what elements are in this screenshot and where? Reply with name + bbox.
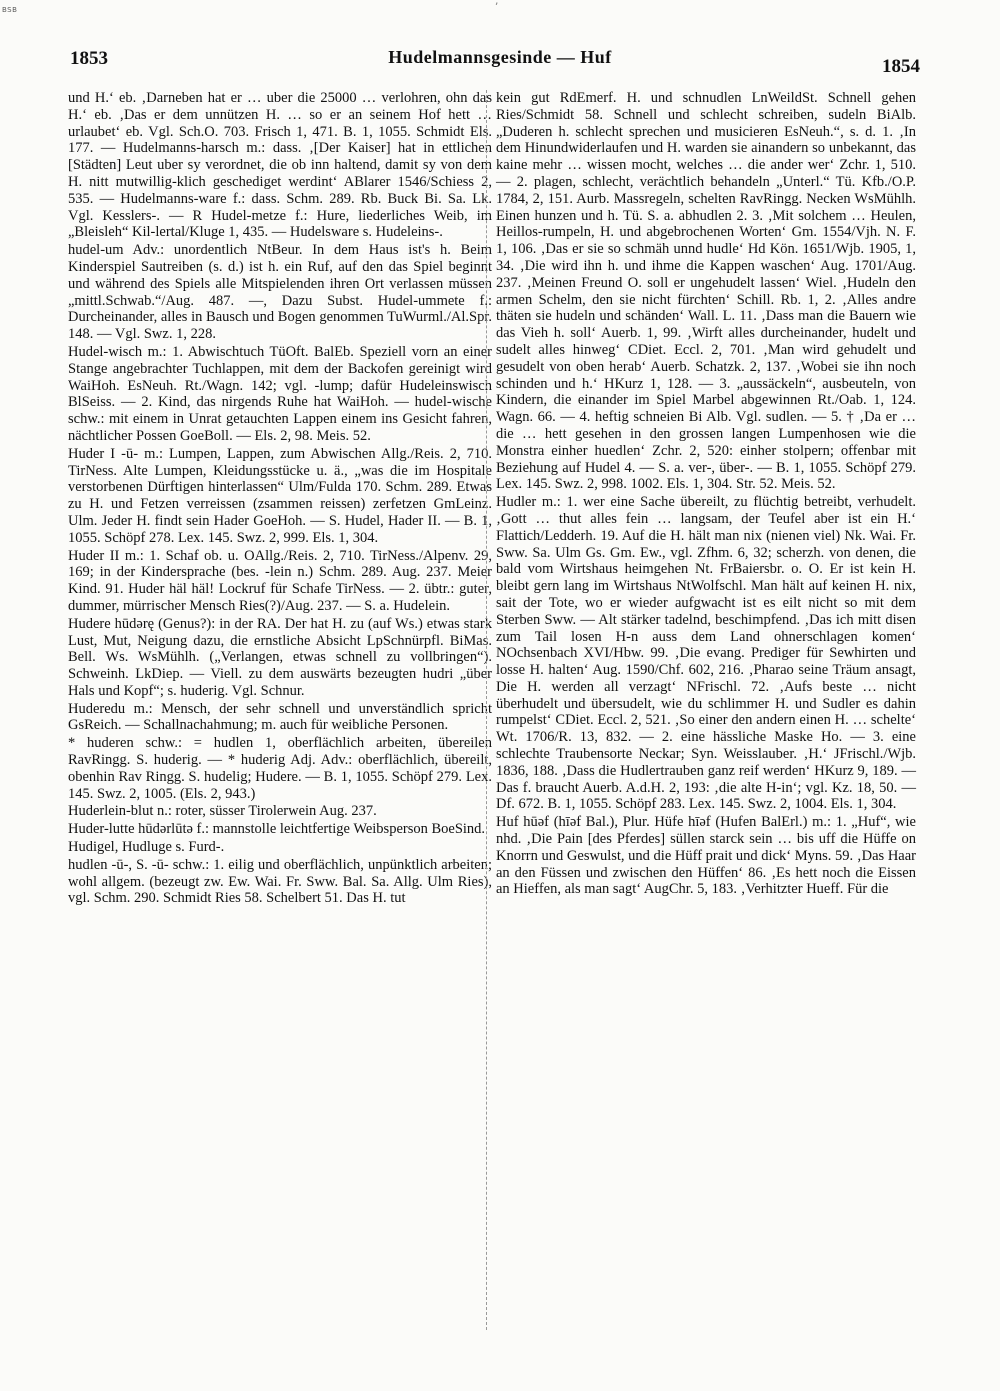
entry-huder-i: Huder I -ū- m.: Lumpen, Lappen, zum Abwischen Allg./Reis. 2, 710. TirNess. Alte Lumpen, Kleidungsstücke u. ä., „was die im Hospitale verstorbenen Dürftigen hinterlassen“ Ulm/Fulda 170. Schm. 289. Etwas zu H. und Fetzen verreissen (zsammen reissen) zerfetzen GmLeinz. Ulm. Jeder H. findt sein Hader GoeHoh. — S. Hudel, Hader II. — B. 1, 1055. Schöpf 278. Lex. 145. Swz. 2, 999. Els. 1, 304. [68,445,492,546]
entry-huder-ii: Huder II m.: 1. Schaf ob. u. OAllg./Reis. 2, 710. TirNess./Alpenv. 29, 169; in der Kindersprache (bes. -lein n.) Schm. 289. Aug. 237. Meier Kind. 91. Huder häl häl! Lockruf für Schafe TirNess. — 2. übtr.: guter, dummer, mürrischer Mensch Ries(?)/Aug. 237. — S. a. Hudelein. [68,547,492,614]
entry-hudelmann-continued: und H.‘ eb. ‚Darneben hat er … uber die 25000 … verlohren, ohn das H.‘ eb. ‚Das er dem unnützen H. … so er an seinem Hof hett … urlaubet‘ eb. Vgl. Sch.O. 703. Frisch 1, 471. B. 1, 1055. Schmidt Els. 177. — Hudelmanns-harsch m.: dass. ‚[Der Kaiser] hat in ettlichen [Städten] Leut uber sy verordnet, die ob inn haltend, damit sy von dem H. nitt mutwillig-klich geschediget werdint‘ ABlarer 1546/Schiess 2, 535. — Hudelmanns-ware f.: dass. Schm. 289. Rb. Buck Bi. Sa. Lk. Vgl. Kesslers-. — R Hudel-metze f.: Hure, liederliches Weib, im „Bleisleh“ Kil-lertal/Kluge 1, 435. — Hudelsware s. Hudeleins-. [68,90,492,241]
entry-hudigel: Hudigel, Hudluge s. Furd-. [68,839,225,856]
entry-huderedu: Huderedu m.: Mensch, der sehr schnell und unverständlich spricht GsReich. — Schallnachahmung; m. auch für weibliche Personen. [68,700,492,734]
page-number-left: 1853 [70,48,108,69]
page-number-right: 1854 [882,56,920,77]
right-column [496,90,916,898]
entry-hudler: Hudler m.: 1. wer eine Sache übereilt, zu flüchtig betreibt, verhudelt. ‚Gott … thut alles fein … langsam, der Teufel aber ist ein H.‘ Flattich/Ledderh. 19. Auf die H. hält man nix (nienen viel) Nk. Wai. Fr. Sww. Sa. Ulm Gs. Gm. Ew., vgl. Zfhm. 6, 32; scherzh. von denen, die bald vom Wirtshaus heimgehen Nt. FrBaiersbr. o. O. Er ist kein H. bleibt gern lang im Wirtshaus NtWolfschl. Man hält auf keinen H. nix, sait der Tote, wo er wieder aufgwacht ist es eilt nicht so mit dem Sterben Sww. — Alt stärker tadelnd, beschimpfend. ‚Das ich mitt disen zum Tail losen H-n auss dem Land ohnerschlagen komen‘ NOchsenbach XVI/Hbw. 99. ‚Die evang. Prediger für Sewhirten und losse H. halten‘ Aug. 1590/Chf. 602, 216. ‚Pharao seine Träum ansagt, Die H. werden all verzagt‘ NFrischl. 72. ‚Aufs beste … nicht überhudelt und übersudelt, wie du schlimmer H. und Sudler es dahin rumpelst‘ CDiet. Eccl. 2, 521. ‚So einer den andern einen H. … schelte‘ Wt. 1706/R. 13, 832. — 2. eine hässliche Maske Ho. — 3. eine schlechte Traubensorte Neckar; Syn. Weisslauber. ‚H.‘ JFrischl./Wjb. 1836, 188. ‚Dass die Hudlertrauben ganz reif werden‘ HKurz 9, 189. — Das f. braucht Auerb. A.d.H. 2, 193: ‚die alte H-in‘; vgl. Kz. 18, 50. — Df. 672. B. 1, 1055. Schöpf 283. Lex. 145. Swz. 2, 1004. Els. 1, 304. [496,494,916,813]
page-dot-mark: ’ [495,2,499,13]
entry-hudel-wisch: Hudel-wisch m.: 1. Abwischtuch TüOft. BalEb. Speziell vorn an einer Stange angebrachter Tuchlappen, mit dem der Backofen gereinigt wird WaiHoh. EsNeuh. Rt./Wagn. 142; vgl. -lump; dafür Hudeleinswisch BlSeiss. — 2. Kind, das nirgends Ruhe hat WaiHoh. — hudel-wische schw.: mit einem in Unrat getauchten Lappen einem ins Gesicht fahren, nächtlicher Possen GoeBoll. — Els. 2, 98. Meis. 52. [68,343,492,444]
entry-hudere: Hudere hūdǝrę (Genus?): in der RA. Der hat H. zu (auf Ws.) etwas stark Lust, Mut, Neigung dazu, die ernstliche Absicht LpSchnürpfl. BiMas. Bell. Ws. WsMühlh. („Verlangen, etwas schnell zu vollbringen“). Schweinh. LkDiep. — Viell. zu dem auswärts bezeugten hudri „über Hals und Kopf“; s. huderig. Vgl. Schnur. [68,615,492,699]
left-column [68,90,492,907]
running-head: Hudelmannsgesinde — Huf [388,47,612,67]
entry-hudlen-continued: kein gut RdEmerf. H. und schnudlen LnWeildSt. Schnell gehen Ries/Schmidt 58. Schnell und schlecht schreiben, sudeln BiAlb. „Duderen h. schlecht sprechen und musicieren EsNeuh.“, s. d. 1. ‚In dem Hinundwiderlaufen und H. warden sie ainandern so unbekannt, das kaine mehr … wissen mocht, welches … die ander wer‘ Zchr. 1, 510. — 2. plagen, schlecht, verächtlich behandeln „Unterl.“ Tü. Kfb./O.P. 1784, 2, 151. Aurb. Massregeln, schelten RavRingg. Necken WsMühlh. Einen hunzen und h. Tü. S. a. abhudlen 2. 3. ‚Mit solchem … Heulen, Heillos-rumpeln, H. und abgebrochenen Worten‘ Gm. 1554/Vjh. N. F. 1, 106. ‚Das er sie so schmäh unnd hudle‘ Hd Kön. 1651/Wjb. 1905, 1, 34. ‚Die wird ihn h. und ihme die Kappen waschen‘ Aug. 1701/Aug. 237. ‚Meinen Freund O. soll er ungehudelt lassen‘ Wiel. ‚Hudeln den armen Schelm, den sie nicht fürchten‘ Schill. Rb. 1, 2. ‚Alles andre thäten sie hudeln und schänden‘ Wall. L. 11. ‚Dass man die Bauern wie das Vieh h. soll‘ Auerb. 1, 99. ‚Wirft alles durcheinander, hudelt und sudelt alles hinweg‘ CDiet. Eccl. 2, 701. ‚Man wird gehudelt und gesudelt von oben herab‘ Auerb. Schatzk. 2, 137. ‚Wobei sie ihn noch schinden und h.‘ HKurz 1, 128. — 3. „aussäckeln“, ausbeuteln, von Kindern, die einander im Spiel Marbel abgewinnen Rt./Oab. 1, 124. Wagn. 66. — 4. heftig schneien Bi Alb. Vgl. sudlen. — 5. † ‚Da er … die … hett gesehen in den grossen langen Lumpenhosen wie die Monstra einher huedlen‘ Zchr. 2, 520: einher stolpern; offenbar mit Beziehung auf Hudel 4. — S. a. ver-, über-. — B. 1, 1055. Schöpf 279. Lex. 145. Swz. 2, 998. 1002. Els. 1, 304. Str. 52. Meis. 52. [496,90,916,493]
entry-hudel-um: hudel-um Adv.: unordentlich NtBeur. In dem Haus ist's h. Beim Kinderspiel Sautreiben (s. d.) ist h. ein Ruf, auf den das Spiel beginnt und während des Spiels alle Mitspielenden ihren Ort verlassen müssen „mittl.Schwab.“/Aug. 487. —, Dazu Subst. Hudel-ummete f.: Durcheinander, alles in Bausch und Bogen genommen TuWurml./Al.Spr. 148. — Vgl. Swz. 1, 228. [68,242,492,343]
entry-huder-lutte: Huder-lutte hūdǝrlūtǝ f.: mannstolle leichtfertige Weibsperson BoeSind. [68,821,486,838]
column-divider [486,90,487,1330]
library-stamp: BSB [2,6,18,14]
entry-huderlein-blut: Huderlein-blut n.: roter, süsser Tirolerwein Aug. 237. [68,803,377,820]
entry-huderen: * huderen schw.: = hudlen 1, oberflächlich arbeiten, übereilen RavRingg. S. huderig. — * huderig Adj. Adv.: oberflächlich, übereilt, obenhin Rav Ringg. S. hudelig; Hudere. — B. 1, 1055. Schöpf 279. Lex. 145. Swz. 2, 1005. (Els. 2, 943.) [68,735,492,802]
entry-huf: Huf hūəf (hīəf Bal.), Plur. Hüfe hīəf (Hufen BalErl.) m.: 1. „Huf“, wie nhd. ‚Die Pain [des Pferdes] süllen starck sein … bis uff die Hüffe on Knorrn und Geswulst, und die Hüff prait und dick‘ Myns. 59. ‚Das Haar an den Füssen und zwischen den Hüffen‘ 86. ‚Es hett noch die Eissen an Hieffen, als man sagt‘ AugChr. 5, 183. ‚Verhitzter Hueff. Für die [496,814,916,898]
entry-hudlen: hudlen -ū-, S. -ū- schw.: 1. eilig und oberflächlich, unpünktlich arbeiten; wohl allgem. (bezeugt zw. Ew. Wai. Fr. Sww. Bal. Sa. Allg. Ulm Ries), vgl. Schm. 290. Schmidt Ries 58. Schelbert 51. Das H. tut [68,856,492,907]
